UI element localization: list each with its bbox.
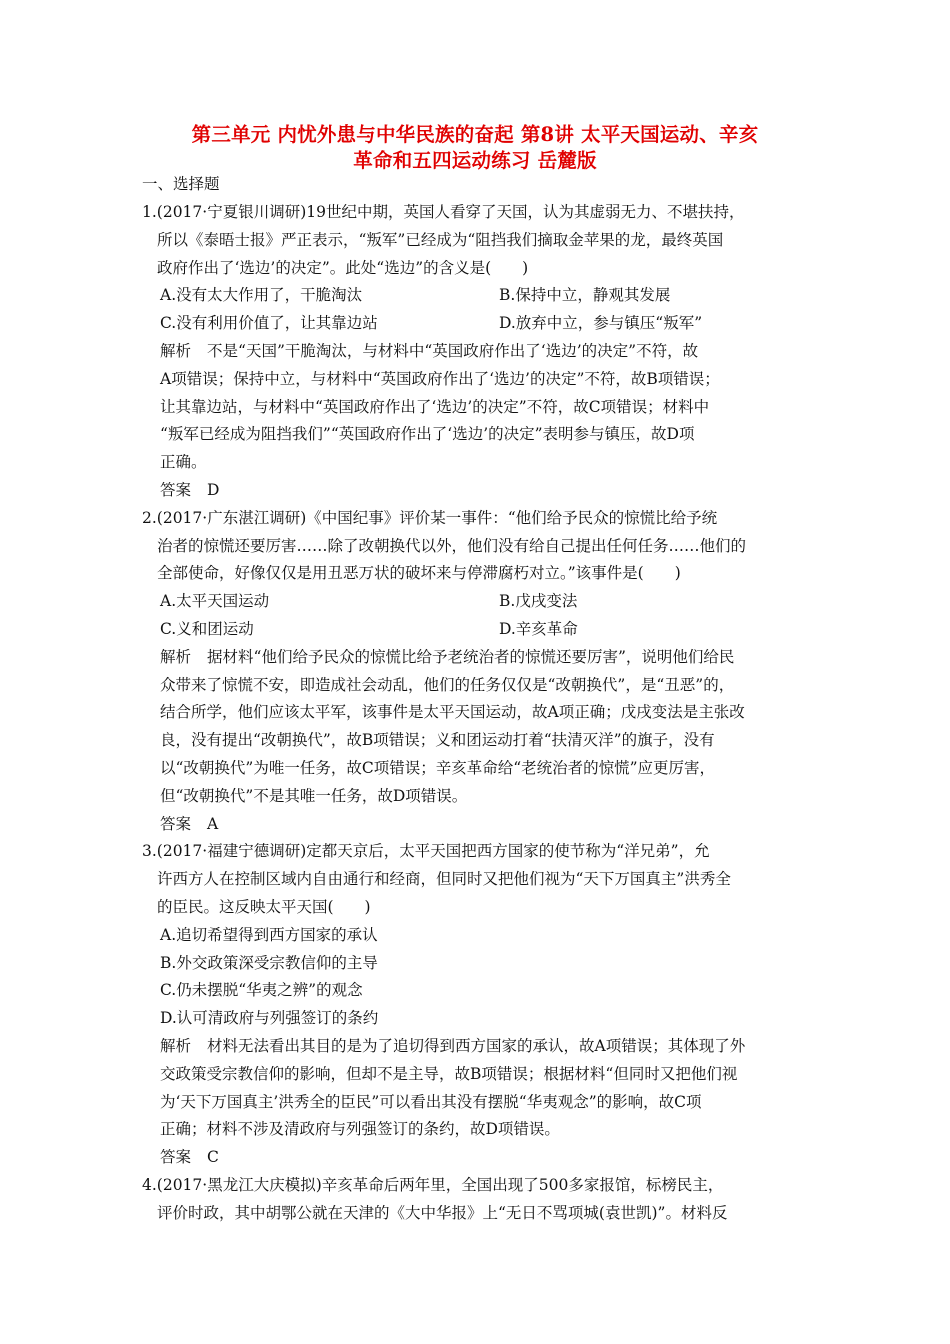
- analysis-label: 解析: [160, 341, 192, 360]
- option-c: C.仍未摆脱“华夷之辨”的观念: [160, 981, 363, 1000]
- analysis-line: 解析 不是“天国”干脆淘汰，与材料中“英国政府作出了‘选边’的决定”不符，故: [160, 341, 699, 360]
- question-2: [142, 505, 822, 839]
- question-stem-line: 的臣民。这反映太平天国( ): [157, 897, 371, 916]
- options-row: [142, 282, 822, 310]
- option-b: B.保持中立，静观其发展: [499, 286, 671, 305]
- question-3: [142, 838, 822, 1172]
- option-d: D.辛亥革命: [499, 619, 578, 638]
- analysis-line: 为‘天下万国真主’洪秀全的臣民”可以看出其没有摆脱“华夷观念”的影响，故C项: [160, 1092, 702, 1111]
- option-a: A.没有太大作用了，干脆淘汰: [160, 286, 363, 305]
- option-d: D.放弃中立，参与镇压“叛军”: [499, 314, 703, 333]
- question-stem-line: 政府作出了‘选边’的决定”。此处“选边”的含义是( ): [157, 258, 529, 277]
- analysis-line: 但“改朝换代”不是其唯一任务，故D项错误。: [160, 786, 468, 805]
- analysis-line: 结合所学，他们应该太平军，该事件是太平天国运动，故A项正确；戊戌变法是主张改: [160, 703, 745, 722]
- answer-label: 答案: [160, 1148, 192, 1167]
- answer-value: A: [207, 814, 219, 833]
- question-stem-line: 所以《泰晤士报》严正表示，“叛军”已经成为“阻挡我们摘取金苹果的龙，最终英国: [157, 230, 724, 249]
- answer-line: [142, 1144, 822, 1172]
- analysis-line: 解析 材料无法看出其目的是为了追切得到西方国家的承认，故A项错误；其体现了外: [160, 1036, 746, 1055]
- analysis-line: 让其靠边站，与材料中“英国政府作出了‘选边’的决定”不符，故C项错误；材料中: [160, 397, 710, 416]
- options-row: [142, 588, 822, 616]
- question-stem-line: 全部使命，好像仅仅是用丑恶万状的破坏来与停滞腐朽对立。”该事件是( ): [157, 564, 681, 583]
- analysis-label: 解析: [160, 1036, 192, 1055]
- analysis-line: 解析 据材料“他们给予民众的惊慌比给予老统治者的惊慌还要厉害”，说明他们给民: [160, 647, 735, 666]
- question-stem-line: 许西方人在控制区域内自由通行和经商，但同时又把他们视为“天下万国真主”洪秀全: [157, 870, 731, 889]
- analysis-line: 交政策受宗教信仰的影响，但却不是主导，故B项错误；根据材料“但同时又把他们视: [160, 1064, 738, 1083]
- question-1: [142, 199, 822, 505]
- option-c: C.义和团运动: [160, 619, 254, 638]
- analysis-line: 良，没有提出“改朝换代”，故B项错误；义和团运动打着“扶清灭洋”的旗子，没有: [160, 731, 715, 750]
- answer-label: 答案: [160, 480, 192, 499]
- answer-value: C: [207, 1148, 219, 1167]
- question-stem-line: 1.(2017·宁夏银川调研)19世纪中期，英国人看穿了天国，认为其虚弱无力、不堪扶持，: [142, 203, 745, 221]
- analysis-line: 众带来了惊慌不安，即造成社会动乱，他们的任务仅仅是“改朝换代”，是“丑恶”的，: [160, 675, 735, 694]
- options-row: [142, 616, 822, 644]
- question-4: [142, 1172, 822, 1228]
- analysis-line: 以“改朝换代”为唯一任务，故C项错误；辛亥革命给“老统治者的惊慌”应更厉害，: [160, 758, 716, 777]
- title-line-1: 第三单元 内忧外患与中华民族的奋起 第8讲 太平天国运动、辛亥: [191, 123, 759, 146]
- analysis-label: 解析: [160, 647, 192, 666]
- answer-line: [142, 811, 822, 839]
- question-stem-line: 治者的惊慌还要厉害……除了改朝换代以外，他们没有给自己提出任何任务……他们的: [157, 536, 747, 555]
- question-stem-line: 2.(2017·广东湛江调研)《中国纪事》评价某一事件：“他们给予民众的惊慌比给予统: [142, 508, 718, 527]
- option-d: D.认可清政府与列强签订的条约: [160, 1009, 379, 1028]
- title-line-2: 革命和五四运动练习 岳麓版: [353, 149, 597, 172]
- answer-label: 答案: [160, 814, 192, 833]
- question-stem-line: 4.(2017·黑龙江大庆模拟)辛亥革命后两年里，全国出现了500多家报馆，标榜民主，: [142, 1175, 724, 1194]
- option-b: B.外交政策深受宗教信仰的主导: [160, 953, 378, 972]
- question-stem-line: 3.(2017·福建宁德调研)定都天京后，太平天国把西方国家的使节称为“洋兄弟”，允: [142, 842, 710, 861]
- options-row: [142, 310, 822, 338]
- option-c: C.没有利用价值了，让其靠边站: [160, 314, 378, 333]
- option-b: B.戊戌变法: [499, 592, 578, 611]
- question-stem-line: 评价时政，其中胡鄂公就在天津的《大中华报》上“无日不骂项城(袁世凯)”。材料反: [157, 1203, 728, 1222]
- document-title: [100, 122, 850, 174]
- analysis-line: A项错误；保持中立，与材料中“英国政府作出了‘选边’的决定”不符，故B项错误；: [160, 369, 720, 388]
- answer-line: [142, 477, 822, 505]
- option-a: A.太平天国运动: [160, 592, 270, 611]
- questions-content: [142, 199, 822, 1227]
- section-heading: 一、选择题: [142, 175, 220, 193]
- analysis-line: “叛军已经成为阻挡我们”“英国政府作出了‘选边’的决定”表明参与镇压，故D项: [160, 425, 695, 444]
- analysis-line: 正确。: [160, 453, 207, 472]
- answer-value: D: [207, 480, 220, 499]
- analysis-line: 正确；材料不涉及清政府与列强签订的条约，故D项错误。: [160, 1120, 560, 1139]
- option-a: A.追切希望得到西方国家的承认: [160, 925, 378, 944]
